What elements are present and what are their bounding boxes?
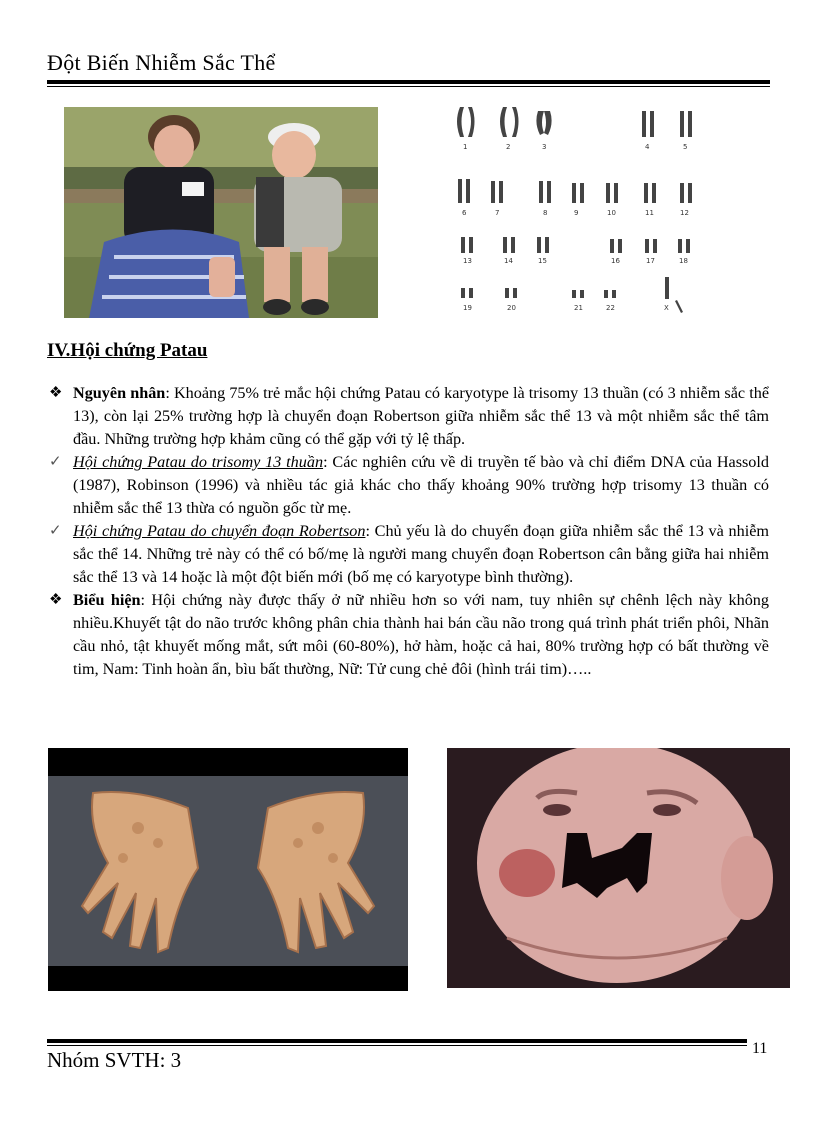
karyotype-label-8: 8 [543, 209, 548, 217]
karyotype-image [446, 97, 708, 321]
checkmark-icon: ✓ [49, 454, 62, 470]
face-photo-image [447, 748, 790, 988]
karyotype-label-7: 7 [495, 209, 500, 217]
patients-photo-image [64, 107, 378, 318]
header-rule-thin [47, 86, 770, 87]
karyotype-label-6: 6 [462, 209, 467, 217]
karyotype-label-13: 13 [463, 257, 472, 265]
patients-photo [64, 107, 378, 318]
trisomy-label: Hội chứng Patau do trisomy 13 thuần [73, 453, 324, 471]
symptoms-label: Biểu hiện [73, 591, 141, 609]
karyotype-label-3: 3 [542, 143, 547, 151]
karyotype-label-20: 20 [507, 304, 516, 312]
diamond-bullet-icon: ❖ [49, 385, 63, 401]
symptoms-paragraph [47, 589, 769, 681]
robertson-label: Hội chứng Patau do chuyển đoạn Robertson [73, 522, 366, 540]
footer-rule-thin [47, 1045, 747, 1046]
checkmark-icon: ✓ [49, 523, 62, 539]
footer-rule-thick [47, 1039, 747, 1043]
karyotype-label-9: 9 [574, 209, 579, 217]
karyotype-label-10: 10 [607, 209, 616, 217]
cause-text: : Khoảng 75% trẻ mắc hội chứng Patau có karyotype là trisomy 13 thuần (có 3 nhiễm sắc thể 13), còn lại 25% trường hợp là chuyển đoạn Robertson giữa nhiễm sắc thể 13 và một nhiễm sắc thể tâm đầu. Những trường hợp khảm cũng có thể gặp với tỷ lệ thấp. [73, 384, 770, 448]
karyotype-label-21: 21 [574, 304, 583, 312]
karyotype-label-12: 12 [680, 209, 689, 217]
karyotype-label-15: 15 [538, 257, 547, 265]
karyotype-chart [446, 97, 708, 321]
document-header-title: Đột Biến Nhiễm Sắc Thể [47, 50, 276, 75]
diamond-bullet-icon: ❖ [49, 592, 63, 608]
karyotype-label-1: 1 [463, 143, 468, 151]
trisomy-paragraph [47, 451, 769, 520]
karyotype-label-17: 17 [646, 257, 655, 265]
karyotype-label-4: 4 [645, 143, 650, 151]
karyotype-label-x: X [664, 304, 669, 312]
section-heading: IV.Hội chứng Patau [47, 340, 208, 361]
symptoms-text: : Hội chứng này được thấy ở nữ nhiều hơn so với nam, tuy nhiên sự chênh lệch này không nhiều.Khuyết tật do não trước không phân chia thành hai bán cầu não trong quá trình phát triển phôi, Nhãn cầu nhỏ, tật khuyết mống mắt, sứt môi (60-80%), hở hàm, hoặc cả hai, 80% trường hợp có bất thường về tim, Nam: Tinh hoàn ẩn, bìu bất thường, Nữ: Tử cung chẻ đôi (hình trái tim)….. [73, 591, 769, 678]
karyotype-label-2: 2 [506, 143, 511, 151]
hands-photo-image [48, 748, 408, 991]
karyotype-label-5: 5 [683, 143, 688, 151]
karyotype-label-11: 11 [645, 209, 654, 217]
karyotype-label-14: 14 [504, 257, 513, 265]
karyotype-label-19: 19 [463, 304, 472, 312]
body-text [47, 382, 769, 681]
trisomy-text: : Các nghiên cứu về di truyền tế bào và chỉ điểm DNA của Hassold (1987), Robinson (1996) và nhiều tác giả khác cho thấy khoảng 90% trường hợp trisomy 13 thuần có nhiễm sắc thể 13 thừa có nguồn gốc từ mẹ. [73, 453, 769, 517]
footer-group-label: Nhóm SVTH: 3 [47, 1048, 182, 1072]
karyotype-label-18: 18 [679, 257, 688, 265]
page-number: 11 [752, 1040, 768, 1057]
header-rule-thick [47, 80, 770, 84]
karyotype-label-16: 16 [611, 257, 620, 265]
cause-label: Nguyên nhân [73, 384, 166, 402]
karyotype-label-22: 22 [606, 304, 615, 312]
face-photo [447, 748, 790, 988]
hands-photo [48, 748, 408, 991]
robertson-text: : Chủ yếu là do chuyển đoạn giữa nhiễm sắc thể 13 và nhiễm sắc thể 14. Những trẻ này có thể có bố/mẹ là người mang chuyển đoạn Robertson cân bằng giữa hai nhiễm sắc thể 13 và 14 hoặc là một đột biến mới (bố mẹ có karyotype bình thường). [73, 522, 769, 586]
robertson-paragraph [47, 520, 769, 589]
cause-paragraph [47, 382, 769, 451]
